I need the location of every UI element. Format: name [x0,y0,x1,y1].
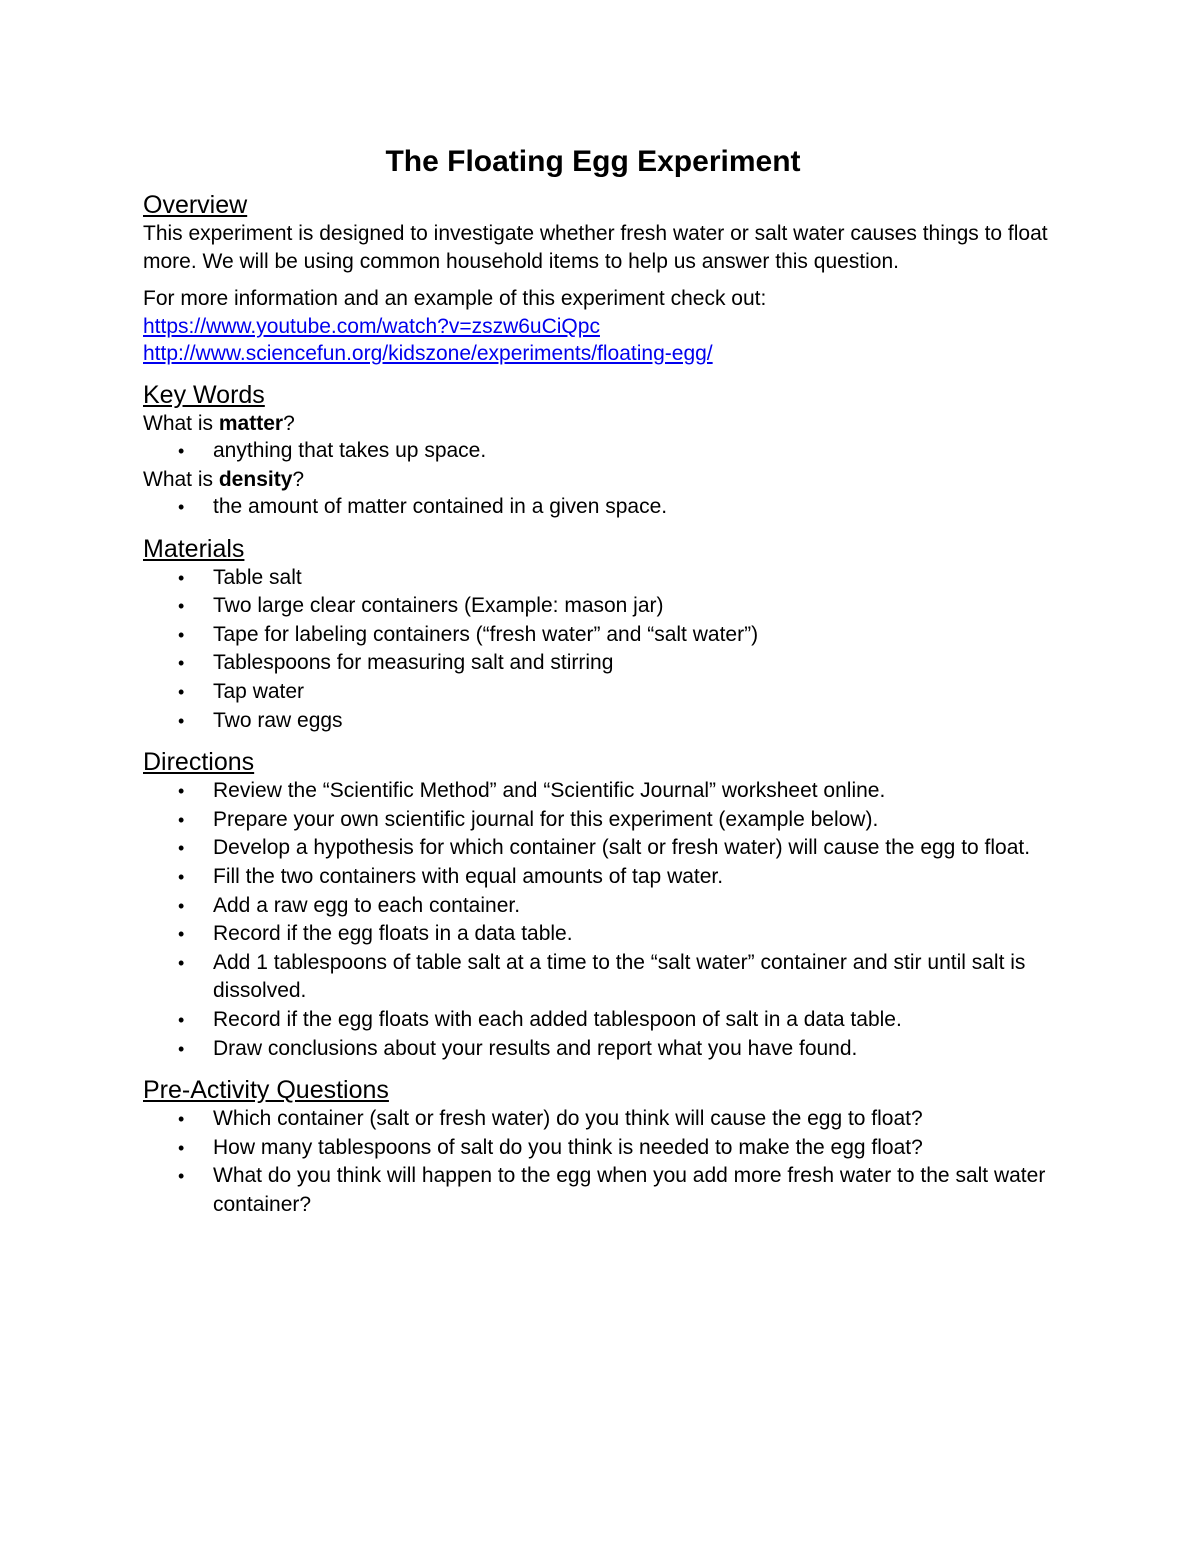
list-item: • Add 1 tablespoons of table salt at a time to the “salt water” container and stir until salt is dissolved. [178,950,1026,1003]
key-words-heading: Key Words [143,380,265,409]
list-item: • Draw conclusions about your results and report what you have found. [143,1035,1073,1064]
bullet-icon: • [178,1038,185,1059]
key-word-question [143,466,1073,494]
question-suffix: ? [292,467,305,491]
list-item: • Tablespoons for measuring salt and stirring [143,649,1073,678]
bullet-icon: • [178,624,185,645]
bullet-icon: • [178,596,185,617]
bullet-icon: • [178,1109,185,1130]
list-item: • Prepare your own scientific journal for this experiment (example below). [143,806,1073,835]
bullet-icon: • [178,653,185,674]
document-page [143,140,1073,1220]
list-item: • Tape for labeling containers (“fresh water” and “salt water”) [143,621,1073,650]
materials-heading: Materials [143,534,245,563]
page-title: The Floating Egg Experiment [385,145,801,178]
youtube-link[interactable]: https://www.youtube.com/watch?v=zszw6uCiQpc [143,314,600,338]
bullet-icon: • [178,441,185,461]
definition-text: the amount of matter contained in a given space. [213,495,668,519]
list-item: • Two large clear containers (Example: mason jar) [143,592,1073,621]
list-item [143,437,1073,466]
list-item: • How many tablespoons of salt do you think is needed to make the egg float? [143,1134,1073,1163]
directions-heading: Directions [143,748,255,777]
sciencefun-link[interactable]: http://www.sciencefun.org/kidszone/experiments/floating-egg/ [143,342,713,365]
bullet-icon: • [178,809,185,830]
list-item: • Table salt [143,564,1073,593]
bullet-icon: • [178,682,185,703]
list-item: • Add a raw egg to each container. [143,892,1073,921]
overview-heading: Overview [143,191,248,219]
list-item: • Two raw eggs [143,707,1073,736]
more-info-text: For more information and an example of this experiment check out: [143,287,767,310]
bullet-icon: • [178,952,185,973]
pre-activity-heading: Pre-Activity Questions [143,1076,389,1105]
list-item: • Record if the egg floats in a data table. [143,920,1073,949]
list-item: • Record if the egg floats with each added tablespoon of salt in a data table. [143,1006,1073,1035]
list-item: • Develop a hypothesis for which container (salt or fresh water) will cause the egg to float. [143,834,1073,863]
list-item: • Tap water [143,678,1073,707]
question-prefix: What is [143,467,219,491]
bullet-icon: • [178,497,185,518]
bullet-icon: • [178,1137,185,1158]
bullet-icon: • [178,1010,185,1030]
definition-text: anything that takes up space. [213,439,487,462]
key-term: density [218,467,293,491]
pre-activity-list [143,1105,1073,1219]
question-suffix: ? [283,411,295,435]
question-prefix: What is [143,411,219,435]
bullet-icon: • [178,781,185,802]
list-item [143,493,1073,522]
bullet-icon: • [178,710,185,731]
directions-list [143,777,1073,1063]
definition-list [143,493,1073,522]
overview-paragraph: This experiment is designed to investigate whether fresh water or salt water causes things to float more. We will be using common household items to help us answer this question. [143,222,1048,273]
list-item: • Review the “Scientific Method” and “Scientific Journal” worksheet online. [143,777,1073,806]
key-word-question [143,410,1073,438]
materials-list [143,564,1073,736]
bullet-icon: • [178,895,185,916]
definition-list [143,437,1073,466]
key-term: matter [218,411,284,435]
list-item: • What do you think will happen to the egg when you add more fresh water to the salt water container? [178,1164,1046,1216]
bullet-icon: • [178,1166,185,1187]
bullet-icon: • [178,867,185,888]
bullet-icon: • [178,924,185,945]
list-item: • Fill the two containers with equal amounts of tap water. [143,863,1073,892]
list-item: • Which container (salt or fresh water) do you think will cause the egg to float? [143,1105,1073,1134]
bullet-icon: • [178,567,185,588]
bullet-icon: • [178,838,185,859]
